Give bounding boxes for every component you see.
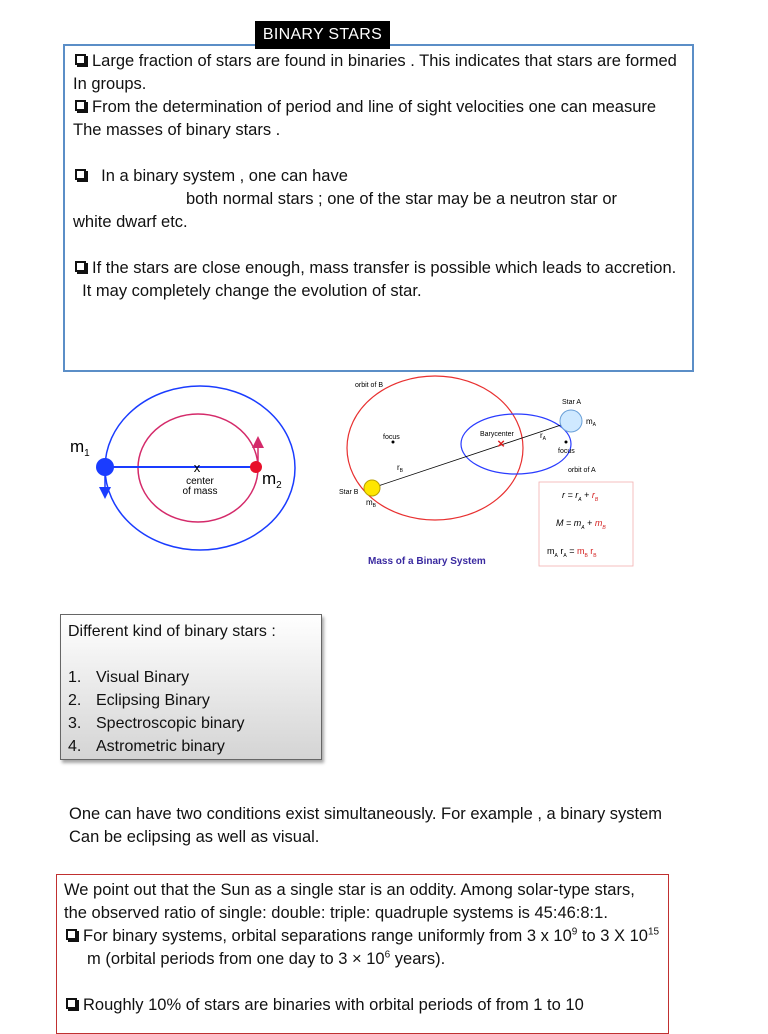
conditions-text — [69, 803, 719, 849]
center-of-mass-diagram — [60, 380, 320, 580]
star-m1 — [96, 458, 114, 476]
sun-box — [56, 874, 669, 1034]
kind-item: 3. Spectroscopic binary — [68, 715, 245, 732]
label-star-b: Star B — [339, 489, 359, 496]
label-focus-left: focus — [383, 434, 400, 441]
equation-m: $M = m_A + m_B$ — [556, 518, 606, 531]
bullet-1: Large fraction of stars are found in binaries . This indicates that stars are formed — [73, 50, 684, 73]
label-of-mass: of mass — [182, 486, 218, 497]
bullet-3: In a binary system , one can have — [73, 165, 684, 188]
bullet-3-line-2: both normal stars ; one of the star may be a neutron star or — [186, 190, 618, 208]
binary-kinds-box — [60, 614, 322, 760]
kinds-list — [68, 666, 314, 758]
label-m1: $m_1$ — [70, 437, 90, 459]
center-of-mass-marker: x — [193, 460, 201, 475]
label-barycenter: Barycenter — [480, 431, 514, 438]
label-mb: $m_B$ — [366, 498, 377, 509]
checkbox-bullet-icon — [66, 929, 77, 940]
bullet-4: If the stars are close enough, mass transfer is possible which leads to accretion. — [73, 257, 684, 280]
sun-bullet-1: For binary systems, orbital separations range uniformly from 3 x $10^9$ to 3 X $10^{15}$ m (orbital periods from one day to $3 \times 10^6$ years). — [64, 925, 661, 971]
checkbox-bullet-icon — [66, 998, 77, 1009]
kind-item: 2. Eclipsing Binary — [68, 692, 210, 709]
binary-mass-diagram — [330, 374, 640, 574]
equation-balance: $m_A$ $r_A = m_B$ $r_B$ — [547, 546, 597, 559]
kind-item: 4. Astrometric binary — [68, 738, 225, 755]
star-a — [560, 410, 582, 432]
equation-r: $r = r_A + r_B$ — [562, 490, 599, 503]
label-rb: $r_B$ — [397, 463, 404, 474]
figure-caption: Mass of a Binary System — [368, 556, 486, 567]
page-title: BINARY STARS — [255, 21, 390, 49]
bullet-2: From the determination of period and line of sight velocities one can measure The masses of binary stars . — [73, 98, 657, 139]
barycenter-marker: × — [497, 436, 505, 451]
label-focus-right: focus — [558, 448, 575, 455]
label-orbit-a: orbit of A — [568, 467, 596, 474]
intro-box — [63, 44, 694, 372]
sun-paragraph: We point out that the Sun as a single star is an oddity. Among solar-type stars, the observed ratio of single: double: triple: quadruple systems is 45:46:8:1. — [64, 881, 635, 922]
label-orbit-b: orbit of B — [355, 382, 384, 389]
checkbox-bullet-icon — [75, 54, 86, 65]
bullet-1-cont: In groups. — [73, 75, 147, 93]
star-m2 — [250, 461, 262, 473]
label-ma: $m_A$ — [586, 417, 597, 428]
kind-item: 1. Visual Binary — [68, 669, 190, 686]
conditions-line-1: One can have two conditions exist simultaneously. For example , a binary system — [69, 805, 663, 823]
bullet-3-line-3: white dwarf etc. — [73, 213, 188, 231]
star-b — [364, 480, 380, 496]
checkbox-bullet-icon — [75, 261, 86, 272]
label-star-a: Star A — [562, 399, 582, 406]
sun-bullet-2: Roughly 10% of stars are binaries with orbital periods of from 1 to 10 — [64, 994, 661, 1017]
kinds-heading: Different kind of binary stars : — [68, 623, 276, 640]
label-ra: $r_A$ — [540, 431, 547, 442]
conditions-line-2: Can be eclipsing as well as visual. — [69, 828, 320, 846]
label-center: center — [186, 476, 214, 487]
bullet-4-cont: It may completely change the evolution of star. — [82, 282, 422, 300]
label-m2: $m_2$ — [262, 469, 282, 491]
orbit-a — [461, 414, 571, 474]
checkbox-bullet-icon — [75, 169, 86, 180]
checkbox-bullet-icon — [75, 100, 86, 111]
